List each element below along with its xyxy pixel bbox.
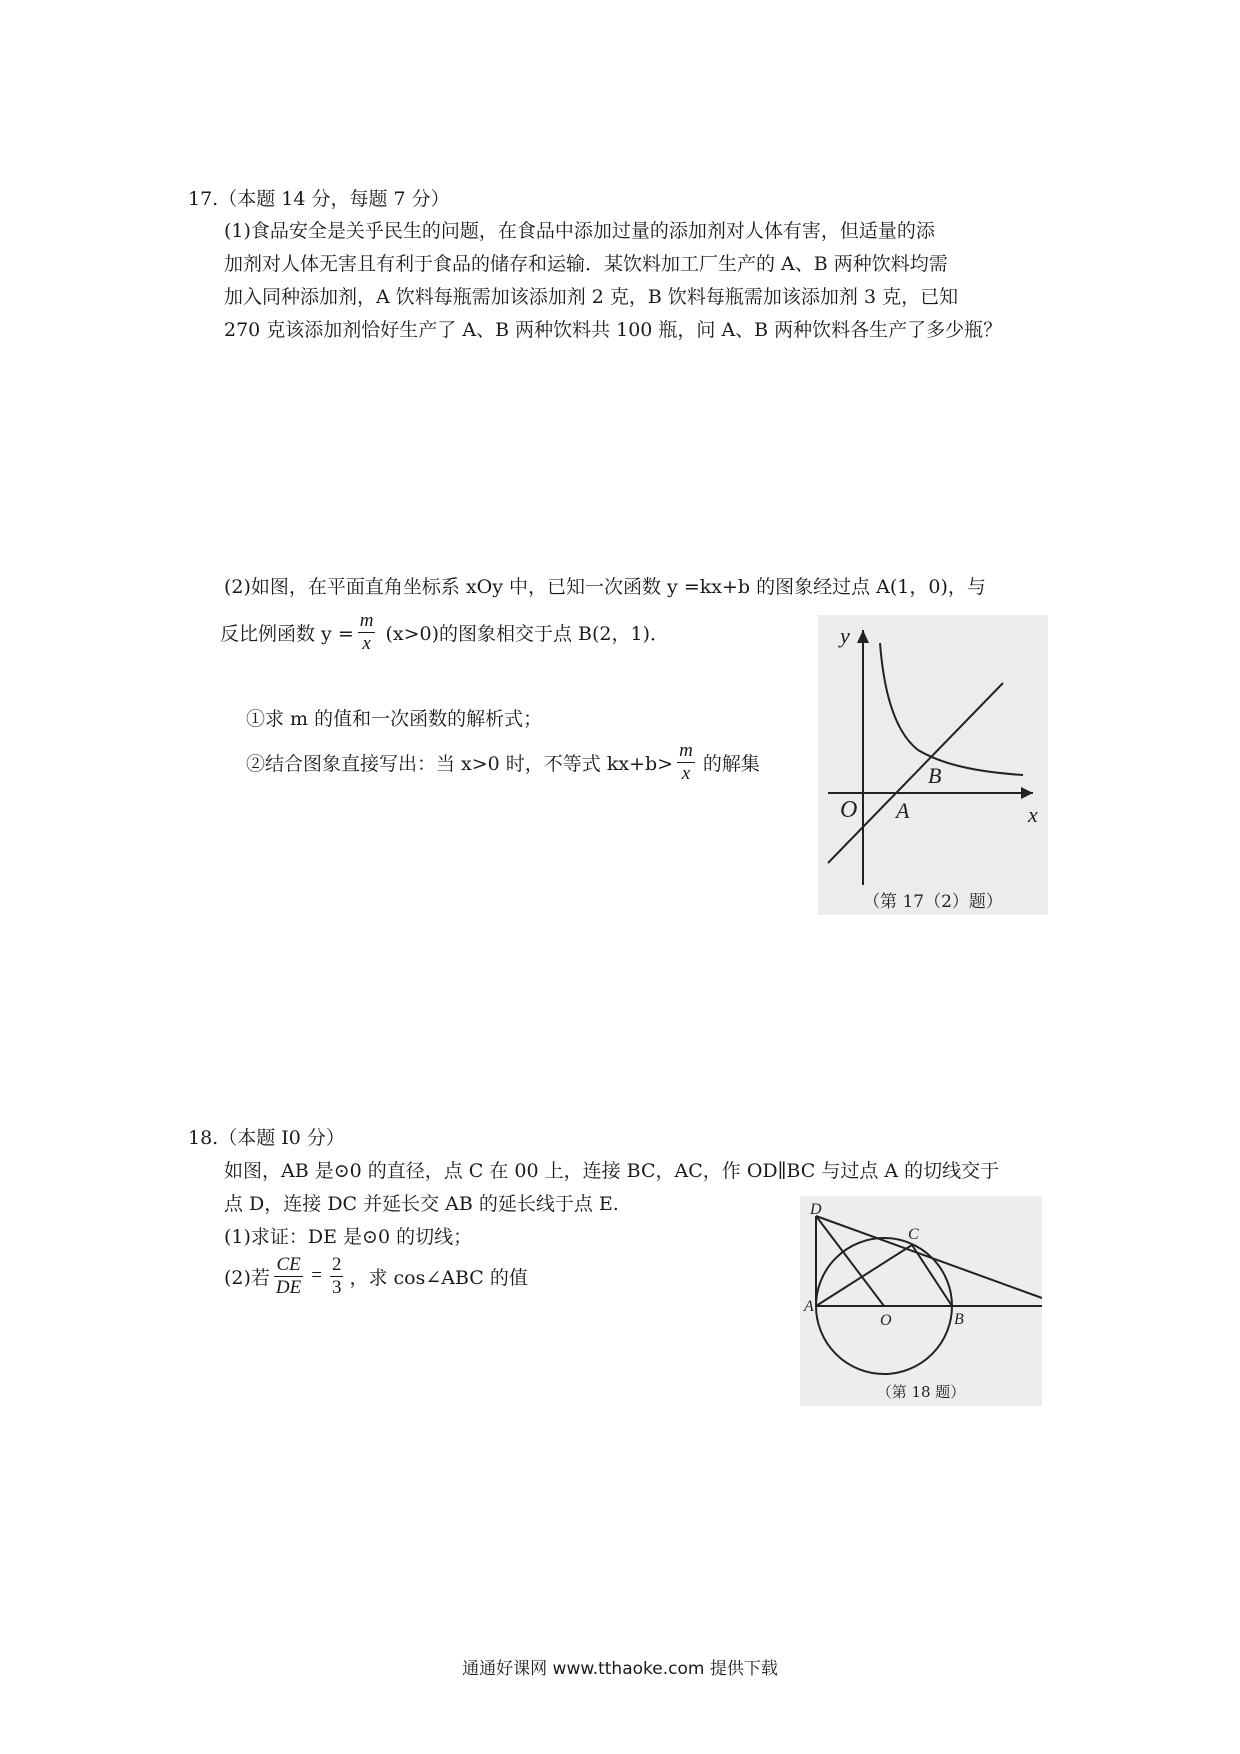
q18-label-b: B <box>954 1311 964 1328</box>
q18-label-o: O <box>880 1312 892 1329</box>
q17-sub2-pre: ②结合图象直接写出：当 x>0 时，不等式 kx+b> <box>246 752 674 775</box>
q17-fraction-m-over-x <box>358 610 376 655</box>
q17-figure <box>818 615 1048 915</box>
q18-fraction-ce-de <box>274 1254 303 1299</box>
q17-linear-graph <box>828 683 1003 863</box>
q17-x-axis-arrow <box>1021 787 1033 799</box>
q18-sub1: (1)求证：DE 是⊙0 的切线； <box>224 1226 473 1248</box>
q17-label-x: x <box>1028 802 1038 827</box>
q18-figure <box>800 1196 1042 1406</box>
q18-figure-caption: （第 18 题） <box>876 1383 966 1401</box>
q17-label-y: y <box>840 623 850 648</box>
q17-part1-line-3: 加入同种添加剂，A 饮料每瓶需加该添加剂 2 克，B 饮料每瓶需加该添加剂 3 克，已知 <box>224 286 959 308</box>
q18-fraction-de: DE <box>275 1276 302 1298</box>
q18-line-do <box>816 1216 884 1306</box>
q18-equals: = <box>311 1265 322 1287</box>
q17-sub2-fraction <box>677 740 695 785</box>
q18-line-de <box>816 1216 1042 1298</box>
q17-part2-line-2 <box>220 610 669 655</box>
q17-sub2-post: 的解集 <box>702 752 760 775</box>
q17-label-b: B <box>928 763 942 788</box>
q18-fraction-two-thirds <box>330 1254 344 1299</box>
q17-part2-line-2-post: (x>0)的图象相交于点 B(2，1)． <box>385 622 670 645</box>
q17-fraction-den: x <box>362 632 371 654</box>
q17-sub2-fraction-num: m <box>679 740 693 761</box>
q18-label-d: D <box>810 1201 822 1218</box>
q18-fraction-3: 3 <box>331 1276 342 1298</box>
q17-hyperbola-graph <box>880 643 1023 775</box>
q18-fraction-ce: CE <box>274 1254 303 1277</box>
q18-label-c: C <box>908 1226 919 1243</box>
q17-heading: 17.（本题 14 分，每题 7 分） <box>188 188 450 210</box>
q17-part2-line-1: (2)如图，在平面直角坐标系 xOy 中，已知一次函数 y =kx+b 的图象经过点 A(1，0)，与 <box>224 576 986 598</box>
q17-part1-line-4: 270 克该添加剂恰好生产了 A、B 两种饮料共 100 瓶，问 A、B 两种饮料各生产了多少瓶？ <box>224 319 1003 341</box>
q18-sub2 <box>224 1254 528 1299</box>
q17-part2-line-2-pre: 反比例函数 y = <box>220 622 354 645</box>
q18-line-ac <box>816 1245 912 1306</box>
q17-label-o: O <box>840 797 858 823</box>
q18-line-2: 点 D，连接 DC 并延长交 AB 的延长线于点 E. <box>224 1193 619 1215</box>
q17-fraction-num: m <box>359 610 374 631</box>
q17-sub2-fraction-den: x <box>681 762 691 784</box>
q17-part1-line-2: 加剂对人体无害且有利于食品的储存和运输．某饮料加工厂生产的 A、B 两种饮料均需 <box>224 253 948 275</box>
page-footer: 通通好课网 www.tthaoke.com 提供下载 <box>462 1659 778 1679</box>
q17-part1-line-1: (1)食品安全是关乎民生的问题，在食品中添加过量的添加剂对人体有害，但适量的添 <box>224 220 935 242</box>
q18-label-a: A <box>804 1298 814 1315</box>
q18-heading: 18.（本题 I0 分） <box>188 1127 345 1149</box>
q18-line-1: 如图，AB 是⊙0 的直径，点 C 在 00 上，连接 BC，AC，作 OD∥BC 与过点 A 的切线交于 <box>224 1160 1000 1182</box>
q17-sub2 <box>246 740 760 785</box>
q17-sub1: ①求 m 的值和一次函数的解析式； <box>246 708 543 730</box>
q17-label-a: A <box>896 798 910 823</box>
q18-fraction-2: 2 <box>331 1254 342 1275</box>
q17-figure-caption: （第 17（2）题） <box>863 892 1003 912</box>
q17-y-axis-arrow <box>857 630 869 643</box>
q18-sub2-pre: (2)若 <box>224 1266 270 1289</box>
q18-sub2-post: ，求 cos∠ABC 的值 <box>349 1266 528 1289</box>
q18-line-cb <box>912 1245 952 1306</box>
